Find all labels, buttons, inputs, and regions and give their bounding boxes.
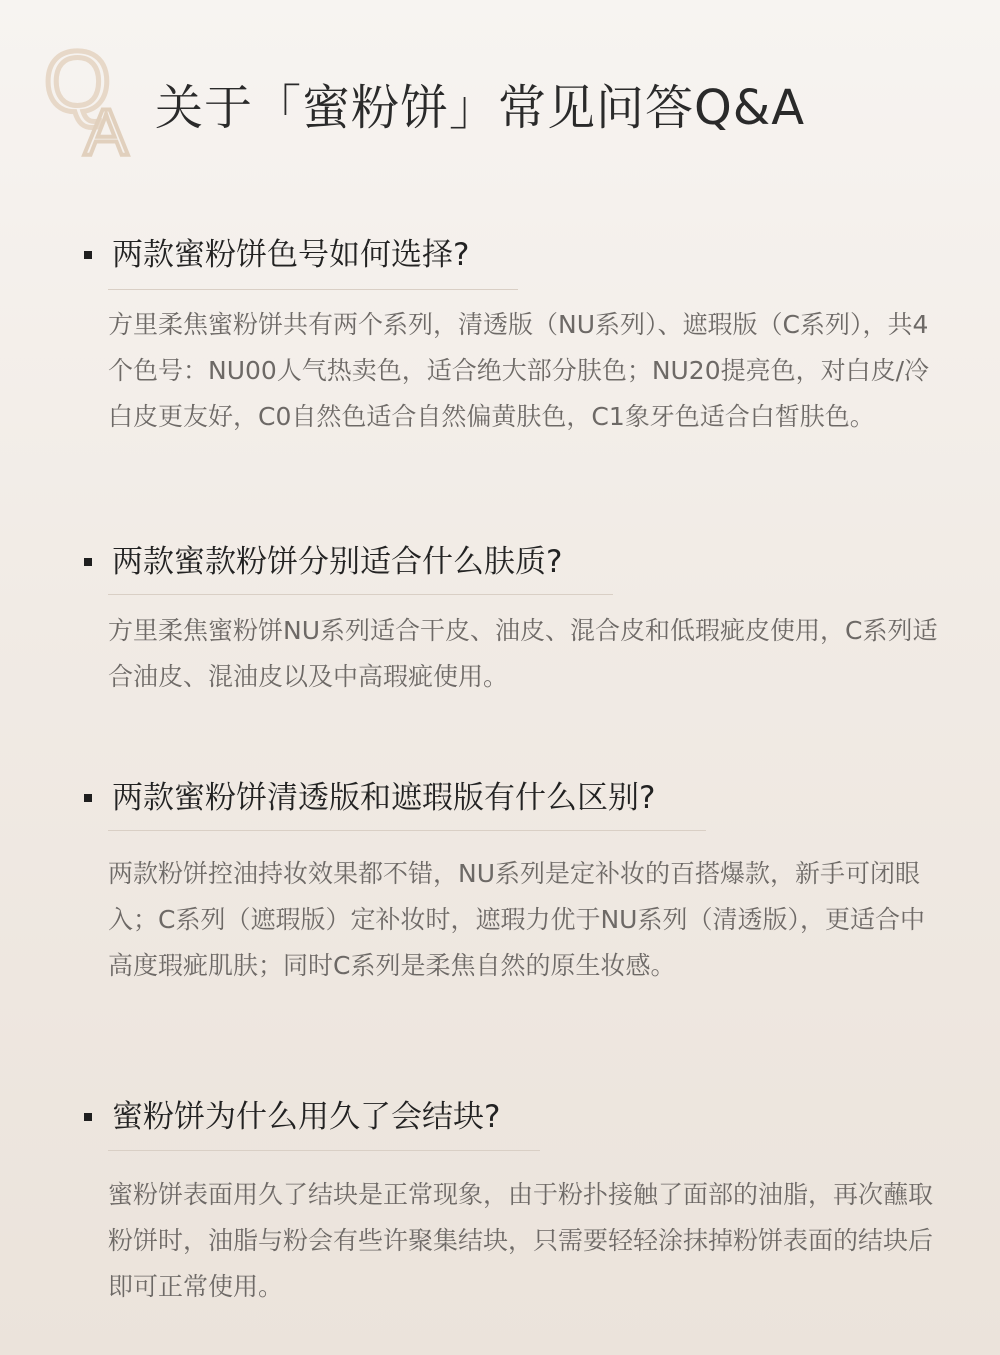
qa-logo — [44, 33, 144, 158]
question-text: 两款蜜款粉饼分别适合什么肤质? — [112, 544, 563, 580]
answer-text: 两款粉饼控油持妆效果都不错，NU系列是定补妆的百搭爆款，新手可闭眼入；C系列（遮瑕版）定补妆时，遮瑕力优于NU系列（清透版），更适合中高度瑕疵肌肤；同时C系列是柔焦自然的原生妆感。 — [108, 859, 925, 980]
question-divider — [108, 830, 706, 831]
logo-letter-a: A — [84, 95, 129, 158]
bullet-icon — [84, 251, 92, 259]
answer-text: 蜜粉饼表面用久了结块是正常现象，由于粉扑接触了面部的油脂，再次蘸取粉饼时，油脂与粉会有些许聚集结块，只需要轻轻涂抹掉粉饼表面的结块后即可正常使用。 — [108, 1180, 934, 1301]
logo-letter-q: Q — [44, 34, 111, 130]
question-divider — [108, 289, 518, 290]
bullet-icon — [84, 794, 92, 802]
question-divider — [108, 1150, 540, 1151]
question-text: 两款蜜粉饼色号如何选择? — [112, 237, 470, 273]
question-text: 蜜粉饼为什么用久了会结块? — [112, 1099, 501, 1135]
bullet-icon — [84, 558, 92, 566]
page-title: 关于「蜜粉饼」常见问答Q&A — [155, 80, 806, 136]
answer-text: 方里柔焦蜜粉饼共有两个系列，清透版（NU系列）、遮瑕版（C系列），共4个色号：NU00人气热卖色，适合绝大部分肤色；NU20提亮色，对白皮/冷白皮更友好，C0自然色适合自然偏黄肤色，C1象牙色适合白皙肤色。 — [108, 310, 930, 431]
answer-text: 方里柔焦蜜粉饼NU系列适合干皮、油皮、混合皮和低瑕疵皮使用，C系列适合油皮、混油皮以及中高瑕疵使用。 — [108, 616, 938, 691]
question-divider — [108, 594, 613, 595]
bullet-icon — [84, 1113, 92, 1121]
question-text: 两款蜜粉饼清透版和遮瑕版有什么区别? — [112, 780, 656, 816]
